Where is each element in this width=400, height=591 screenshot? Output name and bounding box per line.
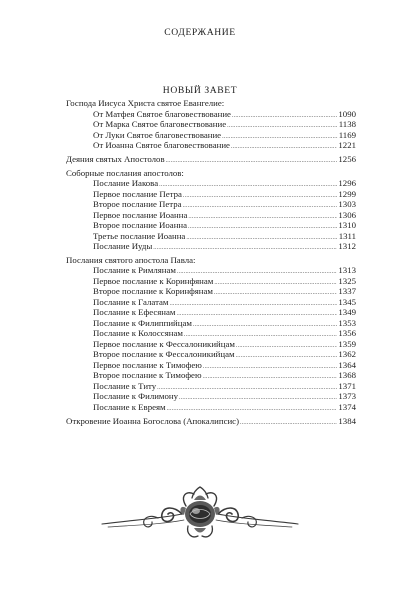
toc-entry (66, 109, 356, 120)
toc-entry-page-number: 1256 (338, 153, 356, 164)
toc-entry-title: От Матфея Святое благовествование (93, 108, 231, 119)
toc-entry-title: Послание Иуды (93, 241, 153, 252)
toc-entry-page-number: 1384 (338, 415, 356, 426)
floral-ornament-icon (94, 484, 306, 542)
toc-entry-page-number: 1345 (338, 296, 356, 307)
toc-entry-title: Послание к Колоссянам (93, 328, 183, 339)
toc-entry-page-number: 1353 (338, 317, 356, 328)
dot-leader (222, 132, 338, 143)
dot-leader (183, 191, 337, 202)
toc-entry-title: Первое послание к Тимофею (93, 359, 202, 370)
dot-leader (231, 142, 337, 153)
toc-entry (66, 276, 356, 287)
toc-entry (66, 402, 356, 413)
toc-entry-page-number: 1310 (338, 220, 356, 231)
toc-entry-page-number: 1368 (338, 370, 356, 381)
dot-leader (157, 383, 337, 394)
toc-entry-title: Второе послание к Коринфянам (93, 286, 213, 297)
toc-entry-title: Послание к Титу (93, 380, 157, 391)
toc-entry (66, 286, 356, 297)
dot-leader (188, 222, 337, 233)
toc-entry-title: Второе послание к Фессалоникийцам (93, 349, 235, 360)
toc-entry (66, 130, 356, 141)
toc-entry (66, 307, 356, 318)
dot-leader (227, 121, 338, 132)
toc-entry-title: Первое послание Иоанна (93, 209, 188, 220)
dot-leader (183, 201, 338, 212)
dot-leader (159, 180, 337, 191)
dot-leader (167, 404, 338, 415)
toc-entry (66, 381, 356, 392)
toc-entry (66, 178, 356, 189)
toc-entry (66, 119, 356, 130)
dot-leader (170, 299, 338, 310)
toc-entry-page-number: 1364 (338, 359, 356, 370)
toc-entry-title: Третье послание Иоанна (93, 230, 186, 241)
dot-leader (166, 156, 338, 167)
dot-leader (214, 288, 337, 299)
dot-leader (203, 362, 338, 373)
toc-entry (66, 265, 356, 276)
toc-entry-title: Послание к Ефесянам (93, 307, 176, 318)
toc-entry-page-number: 1362 (338, 349, 356, 360)
dot-leader (203, 372, 338, 383)
toc-entry-page-number: 1359 (338, 338, 356, 349)
toc-entry-title: Второе послание Иоанна (93, 220, 188, 231)
toc-entry (66, 297, 356, 308)
toc-entry-title: Первое послание к Коринфянам (93, 275, 214, 286)
toc-entry-page-number: 1312 (338, 241, 356, 252)
toc-entry (66, 360, 356, 371)
toc-entry (66, 370, 356, 381)
dot-leader (153, 243, 337, 254)
toc-entry-page-number: 1337 (338, 286, 356, 297)
toc-entry (66, 416, 356, 427)
toc-entry-title: Послание к Евреям (93, 401, 166, 412)
toc-entry (66, 231, 356, 242)
toc-entry-page-number: 1303 (338, 199, 356, 210)
toc-entry (66, 140, 356, 151)
toc-entry-page-number: 1138 (338, 119, 356, 129)
toc-entry-page-number: 1313 (338, 265, 356, 276)
dot-leader (236, 351, 338, 362)
toc-entry (66, 391, 356, 402)
toc-entry-title: Господа Иисуса Христа святое Евангелие: (66, 98, 225, 108)
toc-entry-page-number: 1374 (338, 401, 356, 412)
dot-leader (179, 393, 337, 404)
toc-entry-title: Послание Иакова (93, 178, 159, 189)
toc-entry-title: Послание к Филимону (93, 391, 178, 402)
toc-entry (66, 168, 356, 179)
toc-entry-page-number: 1299 (338, 188, 356, 199)
dot-leader (193, 320, 337, 331)
page-header: СОДЕРЖАНИЕ (164, 27, 236, 38)
toc-entry-title: Деяния святых Апостолов (66, 153, 165, 164)
toc-entry (66, 255, 356, 266)
dot-leader (186, 233, 337, 244)
toc-entry-page-number: 1325 (338, 275, 356, 286)
toc-entry-page-number: 1349 (338, 307, 356, 318)
section-title: НОВЫЙ ЗАВЕТ (162, 85, 238, 96)
toc-entry-title: Первое послание к Фессалоникийцам (93, 338, 235, 349)
toc-entry-page-number: 1221 (338, 140, 356, 150)
dot-leader (214, 278, 337, 289)
toc-entry (66, 339, 356, 350)
toc-entry (66, 98, 356, 109)
toc-entry-title: Послание к Филиппийцам (93, 317, 192, 328)
dot-leader (188, 212, 337, 223)
toc-entry-page-number: 1371 (338, 380, 356, 391)
toc-entry (66, 241, 356, 252)
toc-entry (66, 189, 356, 200)
toc-entry-page-number: 1356 (338, 328, 356, 339)
toc-entry (66, 220, 356, 231)
toc-entry (66, 199, 356, 210)
toc-entry-title: От Марка Святое благовествование (93, 119, 227, 129)
toc-entry-title: Второе послание к Тимофею (93, 370, 202, 381)
toc-entry-page-number: 1296 (338, 178, 356, 189)
toc-entry-title: Второе послание Петра (93, 199, 182, 210)
toc-entry-page-number: 1169 (338, 129, 356, 140)
dot-leader (240, 418, 337, 429)
toc-entry (66, 318, 356, 329)
dot-leader (177, 309, 338, 320)
toc-entry-title: От Луки Святое благовествование (93, 129, 222, 140)
toc-entry-page-number: 1373 (338, 391, 356, 402)
toc-entry-title: Соборные послания апостолов: (66, 167, 184, 178)
dot-leader (232, 111, 337, 122)
toc-entry-title: Послание к Римлянам (93, 265, 176, 276)
toc-entry-page-number: 1090 (338, 108, 356, 119)
toc-entry-title: Послания святого апостола Павла: (66, 254, 196, 265)
toc-entry (66, 328, 356, 339)
toc-entry-title: Первое послание Петра (93, 188, 182, 199)
toc-entry-title: Послание к Галатам (93, 296, 169, 307)
toc-entry (66, 349, 356, 360)
toc-entry (66, 154, 356, 165)
toc-entry-page-number: 1311 (338, 230, 356, 241)
toc-entry-page-number: 1306 (338, 209, 356, 220)
toc-entry-title: От Иоанна Святое благовествование (93, 140, 230, 150)
toc-entry-title: Откровение Иоанна Богослова (Апокалипсис) (66, 415, 240, 426)
toc-entry (66, 210, 356, 221)
dot-leader (236, 341, 337, 352)
table-of-contents (66, 98, 356, 426)
